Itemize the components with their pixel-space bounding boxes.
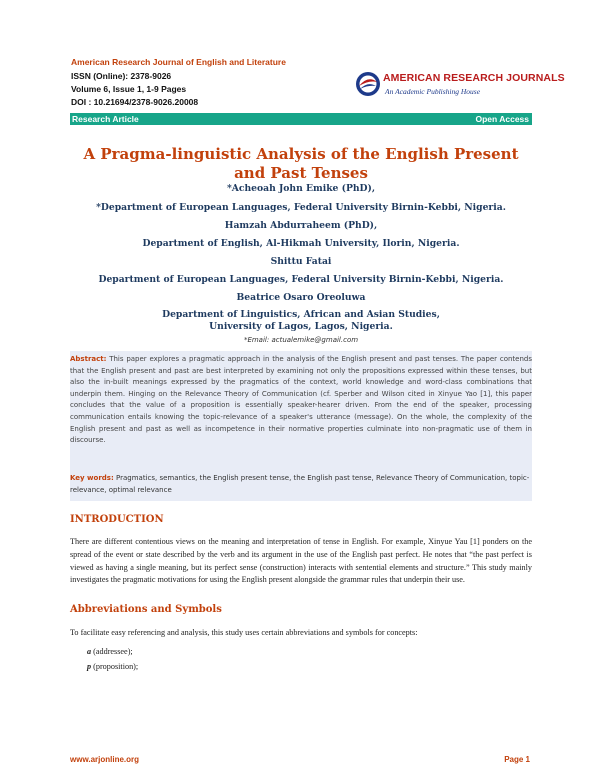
abbreviations-text: To facilitate easy referencing and analysis, this study uses certain abbreviations and symbols for concepts: — [70, 628, 418, 637]
affiliation-line: Department of European Languages, Federal University Birnin-Kebbi, Nigeria. — [98, 274, 504, 285]
introduction-text: There are different contentious views on the meaning and interpretation of tense in English. For example, Xinyue Yau [1] ponders on the spread of the event or state described by the verb and its argument in the use of the English past perfect. He notes that “the past perfect is viewed as having a single meaning, but its perfect sense (construction) interacts with sentential elements and structure.” This study mainly investigates the pragmatic motivations for using the English present alongside the grammar rules that underpin their use. — [70, 537, 532, 585]
abstract-text: This paper explores a pragmatic approach in the analysis of the English present and past tenses. The paper contends that the English present and past are best interpreted by examining not only the propositions expressed within these tenses, but also the in-built meanings expressed by the pragmatics of the context, world knowledge and word-class combinations that underpin them. Hinging on the Relevance Theory of Communication (cf. Sperber and Wilson cited in Xinyue Yao [1], this paper concludes that the value of a proposition is essentially speaker-hearer driven. From the end of the speaker, processing communication entails knowing the topic-relevance of a speaker's utterance (message). On the whole, the complexity of the English present and past as well as incompetence in their normative properties culminate into non-pragmatic use of them in discourse. — [70, 355, 532, 445]
contact-email: *Email: actualemike@gmail.com — [243, 336, 359, 344]
list-item-desc: (proposition); — [93, 662, 139, 671]
list-item-symbol: a — [87, 647, 92, 656]
publisher-logo — [355, 70, 565, 100]
journal-title: American Research Journal of English and Literature — [71, 57, 286, 67]
keywords-text: Pragmatics, semantics, the English present tense, the English past tense, Relevance Theory of Communication, topic-relevance, optimal relevance — [70, 474, 530, 494]
list-item — [87, 647, 133, 656]
keywords — [70, 473, 532, 496]
article-type-banner — [70, 113, 532, 125]
abbreviations-heading: Abbreviations and Symbols — [70, 604, 222, 615]
keywords-label: Key words: — [70, 474, 114, 482]
affiliation-line: *Department of European Languages, Federal University Birnin-Kebbi, Nigeria. — [96, 202, 506, 213]
affiliation-line: Department of English, Al-Hikmah University, Ilorin, Nigeria. — [142, 238, 460, 249]
logo-emblem-icon — [355, 71, 381, 97]
article-type: Research Article — [72, 114, 139, 124]
list-item — [87, 662, 138, 671]
volume-info: Volume 6, Issue 1, 1-9 Pages — [71, 84, 187, 94]
paper-title: A Pragma-linguistic Analysis of the English Present and Past Tenses — [83, 145, 519, 182]
access-type: Open Access — [475, 114, 529, 124]
list-item-desc: (addressee); — [93, 647, 133, 656]
abstract-box — [70, 351, 532, 501]
doi: DOI : 10.21694/2378-9026.20008 — [71, 97, 199, 107]
abstract — [70, 354, 532, 447]
author-line: *Acheoah John Emike (PhD), — [226, 183, 376, 194]
affiliation-line: Department of Linguistics, African and Asian Studies, — [162, 309, 440, 320]
page-number: Page 1 — [504, 755, 530, 764]
introduction-heading: INTRODUCTION — [70, 514, 164, 525]
issn: ISSN (Online): 2378-9026 — [71, 71, 172, 81]
author-line: Beatrice Osaro Oreoluwa — [236, 292, 366, 303]
author-line: Shittu Fatai — [270, 256, 332, 267]
logo-tagline: An Academic Publishing House — [385, 87, 481, 96]
abstract-label: Abstract: — [70, 355, 107, 363]
author-line: Hamzah Abdurraheem (PhD), — [224, 220, 378, 231]
logo-name: AMERICAN RESEARCH JOURNALS — [383, 72, 565, 84]
affiliation-line: University of Lagos, Lagos, Nigeria. — [209, 321, 393, 332]
footer-url[interactable]: www.arjonline.org — [70, 755, 140, 764]
list-item-symbol: p — [87, 662, 92, 671]
